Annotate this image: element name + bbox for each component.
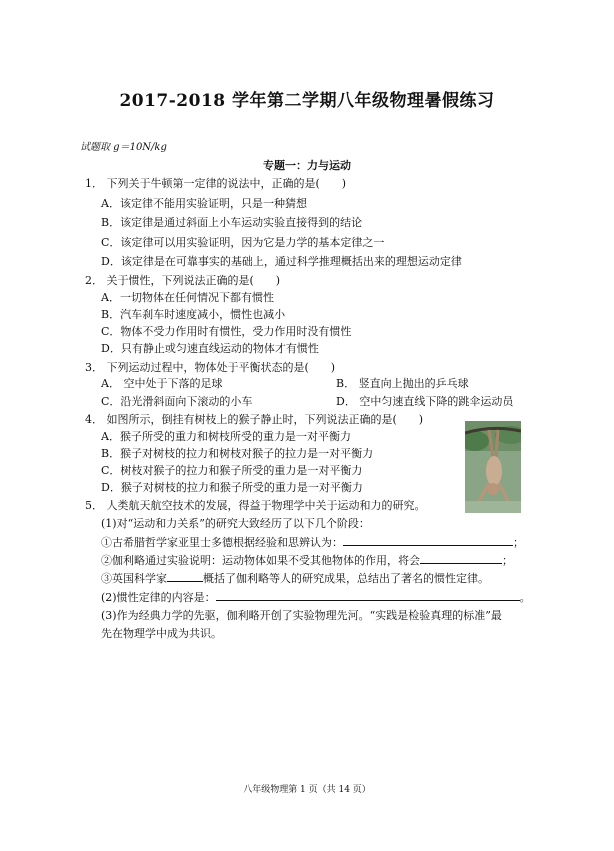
section-heading: 专题一：力与运动 [263, 159, 351, 172]
question-5-line-4 [101, 571, 489, 586]
question-5-line-3 [101, 553, 513, 568]
answer-blank-scientist[interactable] [167, 571, 203, 582]
question-1-stem: 1． 下列关于牛顿第一定律的说法中，正确的是( ) [85, 177, 347, 190]
page-footer: 八年级物理第 1 页（共 14 页） [243, 785, 371, 795]
question-5-line-3-end: ； [502, 554, 513, 567]
question-3-option-c: C．沿光滑斜面向下滚动的小车 [101, 395, 253, 408]
gravity-note: 试题取 g＝10N/kg [80, 142, 167, 153]
question-3-option-b: B． 竖直向上抛出的乒乓球 [336, 377, 469, 390]
question-4-stem: 4． 如图所示，倒挂有树枝上的猴子静止时，下列说法正确的是( ) [85, 413, 424, 426]
question-2-option-a: A．一切物体在任何情况下都有惯性 [101, 291, 274, 304]
question-4-option-b: B．猴子对树枝的拉力和树枝对猴子的拉力是一对平衡力 [101, 447, 374, 460]
question-5-line-2 [101, 535, 524, 550]
monkey-on-branch-image [465, 421, 521, 513]
answer-blank-galileo[interactable] [420, 553, 502, 564]
question-5-line-4-text-a: ③英国科学家 [101, 572, 167, 585]
question-5-line-5 [101, 590, 531, 605]
question-1-option-d: D．该定律是在可靠事实的基础上，通过科学推理概括出来的理想运动定律 [101, 255, 462, 268]
question-2-option-b: B．汽车刹车时速度减小，惯性也减小 [101, 308, 286, 321]
question-3-stem: 3． 下列运动过程中，物体处于平衡状态的是( ) [85, 361, 336, 374]
question-4-option-c: C．树枝对猴子的拉力和猴子所受的重力是一对平衡力 [101, 464, 363, 477]
question-3-option-a: A． 空中处于下落的足球 [101, 377, 223, 390]
question-5-line-5-end: 。 [519, 591, 531, 604]
question-2-option-c: C．物体不受力作用时有惯性，受力作用时没有惯性 [101, 325, 352, 338]
answer-blank-aristotle[interactable] [343, 535, 513, 546]
question-3-option-d: D． 空中匀速直线下降的跳伞运动员 [336, 395, 514, 408]
page-title: 2017-2018 学年第二学期八年级物理暑假练习 [119, 91, 495, 111]
question-4-option-a: A．猴子所受的重力和树枝所受的重力是一对平衡力 [101, 430, 351, 443]
question-1-option-a: A．该定律不能用实验证明，只是一种猜想 [101, 197, 307, 210]
question-4-option-d: D．猴子对树枝的拉力和猴子所受的重力是一对平衡力 [101, 481, 363, 494]
question-1-option-c: C．该定律可以用实验证明，因为它是力学的基本定律之一 [101, 236, 385, 249]
question-5-line-5-text: (2)惯性定律的内容是： [101, 591, 216, 604]
question-5-line-4-text-b: 概括了伽利略等人的研究成果，总结出了著名的惯性定律。 [203, 572, 489, 585]
question-2-option-d: D．只有静止或匀速直线运动的物体才有惯性 [101, 342, 319, 355]
question-5-line-7: 先在物理学中成为共识。 [101, 627, 222, 640]
question-5-line-2-end: ； [513, 536, 524, 549]
question-2-stem: 2． 关于惯性，下列说法正确的是( ) [85, 274, 281, 287]
question-5-line-1: (1)对“运动和力关系”的研究大致经历了以下几个阶段： [101, 517, 370, 530]
question-5-stem: 5． 人类航天航空技术的发展，得益于物理学中关于运动和力的研究。 [85, 499, 426, 512]
question-5-line-3-text: ②伽利略通过实验说明：运动物体如果不受其他物体的作用，将会 [101, 554, 420, 567]
question-5-line-6: (3)作为经典力学的先驱，伽利略开创了实验物理先河。“实践是检验真理的标准”最 [101, 609, 502, 622]
answer-blank-inertia-law[interactable] [216, 590, 520, 601]
question-1-option-b: B．该定律是通过斜面上小车运动实验直接得到的结论 [101, 216, 363, 229]
question-5-line-2-text: ①古希腊哲学家亚里士多德根据经验和思辨认为： [101, 536, 343, 549]
